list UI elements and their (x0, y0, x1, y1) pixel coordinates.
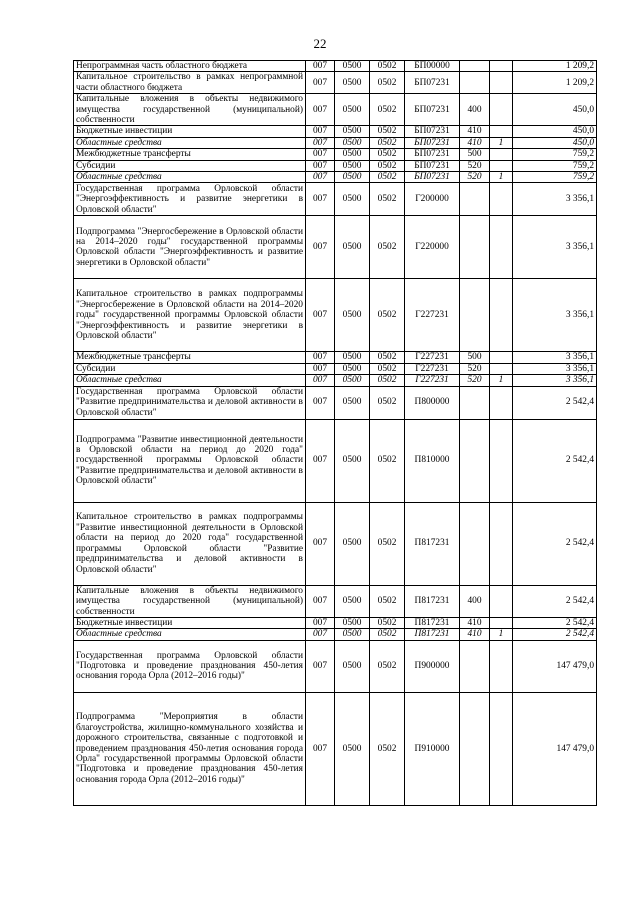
cell-ministry-code: 007 (306, 585, 335, 617)
cell-ministry-code: 007 (306, 419, 335, 502)
cell-source (490, 279, 513, 352)
cell-ministry-code: 007 (306, 216, 335, 279)
cell-target-code: Г227231 (405, 363, 460, 374)
cell-source (490, 640, 513, 692)
cell-amount: 3 356,1 (513, 183, 597, 216)
cell-ministry-code: 007 (306, 502, 335, 585)
table-row (74, 149, 597, 160)
table-row (74, 502, 597, 585)
cell-amount: 3 356,1 (513, 216, 597, 279)
cell-expense-type (460, 640, 490, 692)
cell-section-code: 0500 (335, 352, 370, 363)
cell-name: Бюджетные инвестиции (74, 617, 306, 628)
cell-source (490, 72, 513, 94)
cell-amount: 2 542,4 (513, 386, 597, 419)
cell-source (490, 94, 513, 126)
cell-source (490, 149, 513, 160)
cell-name: Межбюджетные трансферты (74, 352, 306, 363)
cell-subsection-code: 0502 (370, 183, 405, 216)
table-row (74, 72, 597, 94)
cell-expense-type: 400 (460, 585, 490, 617)
table-row (74, 352, 597, 363)
cell-name: Подпрограмма "Мероприятия в области благоустройства, жилищно-коммунального хозяйства и дорожного строительства, связанные с подготовкой и проведением празднования 450-летия основания города Орла" государственной программы Орловской области "Подготовка и проведение празднования 450-летия основания города Орла (2012–2016 годы)" (74, 692, 306, 805)
cell-name: Капитальное строительство в рамках подпрограммы "Развитие инвестиционной деятельности в Орловской области на период до 2020 года" государственной программы Орловской области "Развитие предпринимательства и деловой активности в Орловской области" (74, 502, 306, 585)
cell-name: Капитальные вложения в объекты недвижимого имущества государственной (муниципальной) собственности (74, 94, 306, 126)
cell-ministry-code: 007 (306, 94, 335, 126)
cell-name: Непрограммная часть областного бюджета (74, 61, 306, 72)
cell-ministry-code: 007 (306, 183, 335, 216)
cell-target-code: П900000 (405, 640, 460, 692)
cell-subsection-code: 0502 (370, 61, 405, 72)
cell-subsection-code: 0502 (370, 692, 405, 805)
cell-amount: 450,0 (513, 137, 597, 148)
cell-expense-type: 410 (460, 137, 490, 148)
table-row (74, 375, 597, 386)
cell-target-code: Г227231 (405, 375, 460, 386)
table-row (74, 363, 597, 374)
cell-section-code: 0500 (335, 502, 370, 585)
table-row (74, 94, 597, 126)
cell-target-code: БП07231 (405, 72, 460, 94)
cell-target-code: П910000 (405, 692, 460, 805)
cell-subsection-code: 0502 (370, 386, 405, 419)
cell-amount: 3 356,1 (513, 375, 597, 386)
cell-target-code: БП07231 (405, 126, 460, 137)
cell-source: 1 (490, 629, 513, 640)
table-row (74, 160, 597, 171)
cell-name: Подпрограмма "Энергосбережение в Орловской области на 2014–2020 годы" государственной программы Орловской области "Энергоэффективность и развитие энергетики в Орловской области" (74, 216, 306, 279)
table-row (74, 419, 597, 502)
table-row (74, 617, 597, 628)
cell-expense-type (460, 502, 490, 585)
cell-section-code: 0500 (335, 94, 370, 126)
cell-ministry-code: 007 (306, 692, 335, 805)
cell-section-code: 0500 (335, 585, 370, 617)
cell-subsection-code: 0502 (370, 216, 405, 279)
cell-ministry-code: 007 (306, 363, 335, 374)
cell-name: Капитальное строительство в рамках подпрограммы "Энергосбережение в Орловской области на 2014–2020 годы" государственной программы Орловской области "Энергоэффективность и развитие энергетики в Орловской области" (74, 279, 306, 352)
cell-expense-type: 520 (460, 363, 490, 374)
cell-section-code: 0500 (335, 160, 370, 171)
cell-ministry-code: 007 (306, 126, 335, 137)
cell-ministry-code: 007 (306, 617, 335, 628)
table-row (74, 216, 597, 279)
cell-source: 1 (490, 375, 513, 386)
cell-subsection-code: 0502 (370, 160, 405, 171)
cell-name: Подпрограмма "Развитие инвестиционной деятельности в Орловской области на период до 2020 года" государственной программы Орловской области "Развитие предпринимательства и деловой активности в Орловской области" (74, 419, 306, 502)
cell-section-code: 0500 (335, 172, 370, 183)
cell-section-code: 0500 (335, 363, 370, 374)
cell-ministry-code: 007 (306, 149, 335, 160)
cell-amount: 759,2 (513, 172, 597, 183)
table-row (74, 640, 597, 692)
cell-section-code: 0500 (335, 640, 370, 692)
cell-name: Областные средства (74, 172, 306, 183)
cell-name: Областные средства (74, 137, 306, 148)
cell-expense-type: 520 (460, 160, 490, 171)
cell-target-code: БП07231 (405, 137, 460, 148)
cell-section-code: 0500 (335, 183, 370, 216)
table-row (74, 137, 597, 148)
cell-expense-type (460, 279, 490, 352)
cell-amount: 3 356,1 (513, 363, 597, 374)
cell-ministry-code: 007 (306, 375, 335, 386)
cell-section-code: 0500 (335, 386, 370, 419)
table-row (74, 386, 597, 419)
cell-subsection-code: 0502 (370, 375, 405, 386)
cell-amount: 3 356,1 (513, 279, 597, 352)
cell-source (490, 183, 513, 216)
cell-expense-type (460, 386, 490, 419)
cell-source (490, 692, 513, 805)
table-row (74, 183, 597, 216)
cell-subsection-code: 0502 (370, 137, 405, 148)
table-row (74, 692, 597, 805)
cell-source (490, 61, 513, 72)
cell-ministry-code: 007 (306, 72, 335, 94)
cell-source (490, 419, 513, 502)
cell-amount: 2 542,4 (513, 419, 597, 502)
cell-amount: 147 479,0 (513, 640, 597, 692)
cell-subsection-code: 0502 (370, 617, 405, 628)
cell-source (490, 216, 513, 279)
cell-amount: 1 209,2 (513, 72, 597, 94)
cell-target-code: Г227231 (405, 279, 460, 352)
cell-amount: 1 209,2 (513, 61, 597, 72)
cell-target-code: Г200000 (405, 183, 460, 216)
cell-name: Капитальное строительство в рамках непрограммной части областного бюджета (74, 72, 306, 94)
cell-subsection-code: 0502 (370, 419, 405, 502)
cell-source (490, 585, 513, 617)
cell-name: Капитальные вложения в объекты недвижимого имущества государственной (муниципальной) собственности (74, 585, 306, 617)
cell-expense-type (460, 419, 490, 502)
cell-section-code: 0500 (335, 419, 370, 502)
cell-section-code: 0500 (335, 375, 370, 386)
cell-ministry-code: 007 (306, 640, 335, 692)
table-row (74, 172, 597, 183)
page-number: 22 (313, 36, 327, 51)
cell-name: Субсидии (74, 363, 306, 374)
cell-section-code: 0500 (335, 72, 370, 94)
cell-source: 1 (490, 172, 513, 183)
cell-target-code: П817231 (405, 617, 460, 628)
cell-expense-type: 410 (460, 629, 490, 640)
cell-source: 1 (490, 137, 513, 148)
cell-target-code: П810000 (405, 419, 460, 502)
cell-section-code: 0500 (335, 149, 370, 160)
cell-section-code: 0500 (335, 629, 370, 640)
cell-target-code: П817231 (405, 585, 460, 617)
cell-subsection-code: 0502 (370, 502, 405, 585)
cell-name: Межбюджетные трансферты (74, 149, 306, 160)
cell-target-code: БП07231 (405, 94, 460, 126)
cell-source (490, 502, 513, 585)
table-row (74, 629, 597, 640)
cell-ministry-code: 007 (306, 61, 335, 72)
table-row (74, 126, 597, 137)
budget-table-body (74, 61, 597, 806)
cell-expense-type: 500 (460, 352, 490, 363)
cell-subsection-code: 0502 (370, 94, 405, 126)
cell-name: Областные средства (74, 375, 306, 386)
cell-section-code: 0500 (335, 137, 370, 148)
table-row (74, 279, 597, 352)
cell-ministry-code: 007 (306, 137, 335, 148)
cell-amount: 147 479,0 (513, 692, 597, 805)
cell-ministry-code: 007 (306, 386, 335, 419)
cell-name: Государственная программа Орловской области "Развитие предпринимательства и деловой активности в Орловской области" (74, 386, 306, 419)
cell-subsection-code: 0502 (370, 279, 405, 352)
cell-expense-type: 520 (460, 375, 490, 386)
cell-section-code: 0500 (335, 61, 370, 72)
cell-subsection-code: 0502 (370, 149, 405, 160)
cell-target-code: БП07231 (405, 172, 460, 183)
cell-target-code: БП00000 (405, 61, 460, 72)
cell-subsection-code: 0502 (370, 72, 405, 94)
cell-section-code: 0500 (335, 617, 370, 628)
cell-amount: 2 542,4 (513, 585, 597, 617)
cell-ministry-code: 007 (306, 352, 335, 363)
cell-subsection-code: 0502 (370, 352, 405, 363)
cell-subsection-code: 0502 (370, 363, 405, 374)
cell-subsection-code: 0502 (370, 629, 405, 640)
cell-target-code: П817231 (405, 629, 460, 640)
cell-amount: 450,0 (513, 126, 597, 137)
cell-ministry-code: 007 (306, 629, 335, 640)
cell-expense-type (460, 72, 490, 94)
cell-ministry-code: 007 (306, 172, 335, 183)
cell-section-code: 0500 (335, 216, 370, 279)
cell-subsection-code: 0502 (370, 126, 405, 137)
cell-expense-type (460, 692, 490, 805)
cell-expense-type: 500 (460, 149, 490, 160)
cell-expense-type: 400 (460, 94, 490, 126)
cell-source (490, 160, 513, 171)
cell-name: Государственная программа Орловской области "Энергоэффективность и развитие энергетики в Орловской области" (74, 183, 306, 216)
cell-expense-type (460, 216, 490, 279)
cell-amount: 2 542,4 (513, 629, 597, 640)
cell-source (490, 363, 513, 374)
cell-amount: 759,2 (513, 149, 597, 160)
cell-name: Государственная программа Орловской области "Подготовка и проведение празднования 450-летия основания города Орла (2012–2016 годы)" (74, 640, 306, 692)
cell-amount: 759,2 (513, 160, 597, 171)
cell-subsection-code: 0502 (370, 585, 405, 617)
cell-name: Областные средства (74, 629, 306, 640)
cell-amount: 450,0 (513, 94, 597, 126)
cell-expense-type (460, 61, 490, 72)
cell-expense-type: 520 (460, 172, 490, 183)
cell-target-code: БП07231 (405, 149, 460, 160)
cell-amount: 3 356,1 (513, 352, 597, 363)
cell-source (490, 352, 513, 363)
cell-target-code: Г220000 (405, 216, 460, 279)
cell-section-code: 0500 (335, 279, 370, 352)
budget-table (73, 60, 597, 806)
cell-expense-type: 410 (460, 126, 490, 137)
cell-source (490, 617, 513, 628)
cell-target-code: П817231 (405, 502, 460, 585)
cell-target-code: П800000 (405, 386, 460, 419)
cell-section-code: 0500 (335, 692, 370, 805)
cell-name: Бюджетные инвестиции (74, 126, 306, 137)
cell-target-code: БП07231 (405, 160, 460, 171)
cell-expense-type: 410 (460, 617, 490, 628)
table-row (74, 585, 597, 617)
cell-amount: 2 542,4 (513, 502, 597, 585)
cell-subsection-code: 0502 (370, 640, 405, 692)
cell-expense-type (460, 183, 490, 216)
table-row (74, 61, 597, 72)
cell-source (490, 126, 513, 137)
cell-subsection-code: 0502 (370, 172, 405, 183)
cell-source (490, 386, 513, 419)
cell-amount: 2 542,4 (513, 617, 597, 628)
cell-ministry-code: 007 (306, 160, 335, 171)
cell-target-code: Г227231 (405, 352, 460, 363)
cell-name: Субсидии (74, 160, 306, 171)
cell-section-code: 0500 (335, 126, 370, 137)
cell-ministry-code: 007 (306, 279, 335, 352)
